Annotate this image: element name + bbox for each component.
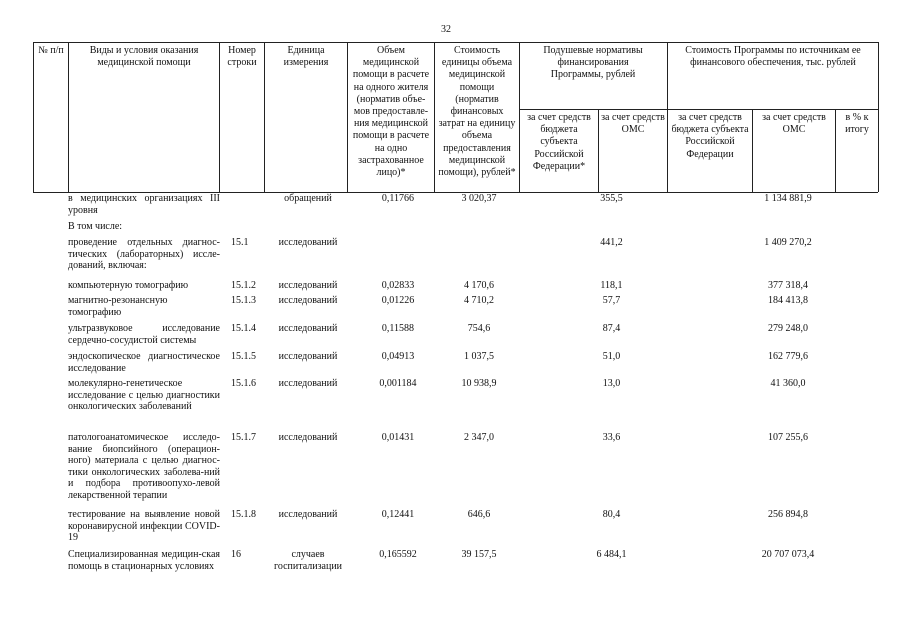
row-10-volume: 0,165592 xyxy=(379,549,417,560)
row-9-sources-oms: 256 894,8 xyxy=(768,509,808,520)
row-4-name: магнитно-резонансную томографию xyxy=(68,295,168,318)
row-2-percapita-oms: 441,2 xyxy=(600,237,623,248)
row-10-sources-oms: 20 707 073,4 xyxy=(761,549,815,560)
row-9-name: тестирование на выявление новой коронавирусной инфекции COVID-19 xyxy=(68,509,220,544)
header-top-border xyxy=(33,42,878,43)
row-9-cost: 646,6 xyxy=(467,509,491,520)
row-2-sources-oms: 1 409 270,2 xyxy=(764,237,812,248)
row-3-percapita-oms: 118,1 xyxy=(600,280,623,291)
row-6-percapita-oms: 51,0 xyxy=(602,351,621,362)
header-right-border xyxy=(878,42,879,192)
row-7-volume: 0,001184 xyxy=(379,378,417,389)
row-5-percapita-oms: 87,4 xyxy=(602,323,621,334)
header-sources: Стоимость Программы по источникам ее финансового обеспечения, тыс. рублей xyxy=(685,45,861,69)
row-8-code: 15.1.7 xyxy=(231,432,256,443)
row-3-code: 15.1.2 xyxy=(231,280,256,291)
header-code: Номер строки xyxy=(227,45,257,69)
row-0-sources-oms: 1 134 881,9 xyxy=(764,193,812,204)
header-subdivider xyxy=(519,109,878,110)
row-4-volume: 0,01226 xyxy=(381,295,415,306)
row-3-name: компьютерную томографию xyxy=(68,280,189,291)
row-5-cost: 754,6 xyxy=(467,323,491,334)
row-2-code: 15.1 xyxy=(231,237,249,248)
row-6-volume: 0,04913 xyxy=(381,351,415,362)
row-6-sources-oms: 162 779,6 xyxy=(768,351,808,362)
row-3-volume: 0,02833 xyxy=(381,280,415,291)
header-num: № п/п xyxy=(38,45,64,56)
row-6-unit: исследований xyxy=(278,351,338,362)
header-name: Виды и условия оказания медицинской помощи xyxy=(89,45,199,69)
row-8-unit: исследований xyxy=(278,432,338,443)
row-5-code: 15.1.4 xyxy=(231,323,256,334)
row-5-volume: 0,11588 xyxy=(381,323,415,334)
header-percapita-budget: за счет средств бюджета субъекта Российской Федерации* xyxy=(527,112,591,172)
row-8-name: патологоанатомическое исследо-вание биопсийного (операцион-ного) материала с целью диагнос-тики онкологических заболева-ний и подбора противоопухо-левой лекарственной терапии xyxy=(68,432,220,501)
row-10-percapita-oms: 6 484,1 xyxy=(596,549,627,560)
row-6-cost: 1 037,5 xyxy=(464,351,494,362)
row-3-sources-oms: 377 318,4 xyxy=(768,280,808,291)
row-9-volume: 0,12441 xyxy=(381,509,415,520)
row-8-percapita-oms: 33,6 xyxy=(602,432,621,443)
row-5-name: ультразвуковое исследование сердечно-сосудистой системы xyxy=(68,323,220,346)
table-header xyxy=(33,42,878,192)
row-6-code: 15.1.5 xyxy=(231,351,256,362)
page-number: 32 xyxy=(441,24,451,35)
row-0-unit: обращений xyxy=(284,193,332,204)
header-sources-budget: за счет средств бюджета субъекта Российской Федерации xyxy=(671,112,749,160)
row-9-unit: исследований xyxy=(278,509,338,520)
row-9-percapita-oms: 80,4 xyxy=(602,509,621,520)
row-10-code: 16 xyxy=(231,549,241,560)
row-7-unit: исследований xyxy=(278,378,338,389)
row-7-code: 15.1.6 xyxy=(231,378,256,389)
header-sources-pct: в % к итогу xyxy=(845,112,869,136)
row-4-unit: исследований xyxy=(278,295,338,306)
row-4-code: 15.1.3 xyxy=(231,295,256,306)
row-8-sources-oms: 107 255,6 xyxy=(768,432,808,443)
row-3-unit: исследований xyxy=(278,280,338,291)
row-7-name: молекулярно-генетическое исследование с целью диагностики онкологических заболеваний xyxy=(68,378,220,413)
header-unit: Единица измерения xyxy=(283,45,329,69)
row-7-sources-oms: 41 360,0 xyxy=(770,378,806,389)
row-0-cost: 3 020,37 xyxy=(461,193,497,204)
row-5-sources-oms: 279 248,0 xyxy=(768,323,808,334)
row-4-sources-oms: 184 413,8 xyxy=(768,295,808,306)
row-7-cost: 10 938,9 xyxy=(461,378,497,389)
header-percapita: Подушевые нормативы финансирования Программы, рублей xyxy=(543,45,643,81)
header-bottom-border xyxy=(33,192,878,193)
row-10-name: Специализированная медицин-ская помощь в стационарных условиях xyxy=(68,549,220,572)
row-9-code: 15.1.8 xyxy=(231,509,256,520)
row-3-cost: 4 170,6 xyxy=(464,280,494,291)
row-7-percapita-oms: 13,0 xyxy=(602,378,621,389)
row-2-unit: исследований xyxy=(278,237,338,248)
row-6-name: эндоскопическое диагностическое исследование xyxy=(68,351,220,374)
row-1-name: В том числе: xyxy=(68,221,123,232)
row-4-percapita-oms: 57,7 xyxy=(602,295,621,306)
row-8-volume: 0,01431 xyxy=(381,432,415,443)
header-cost: Стоимость единицы объема медицинской помощи (норматив финансовых затрат на единицу объема предоставления медицинской помощи), рублей* xyxy=(438,45,516,179)
header-volume: Объем медицинской помощи в расчете на одного жителя (норматив объе-мов предоставле-ния медицинской помощи в расчете на одно застрахованное лицо)* xyxy=(352,45,430,179)
row-4-cost: 4 710,2 xyxy=(464,295,494,306)
row-10-cost: 39 157,5 xyxy=(461,549,497,560)
header-percapita-oms: за счет средств ОМС xyxy=(601,112,665,136)
header-sources-oms: за счет средств ОМС xyxy=(762,112,826,136)
row-0-name: в медицинских организациях III уровня xyxy=(68,193,220,216)
row-2-name: проведение отдельных диагнос-тических (лабораторных) иссле-дований, включая: xyxy=(68,237,220,272)
row-8-cost: 2 347,0 xyxy=(464,432,494,443)
row-10-unit: случаев госпитализации xyxy=(273,549,343,572)
row-5-unit: исследований xyxy=(278,323,338,334)
header-left-border xyxy=(33,42,34,192)
row-0-volume: 0,11766 xyxy=(381,193,415,204)
row-0-percapita-oms: 355,5 xyxy=(600,193,623,204)
